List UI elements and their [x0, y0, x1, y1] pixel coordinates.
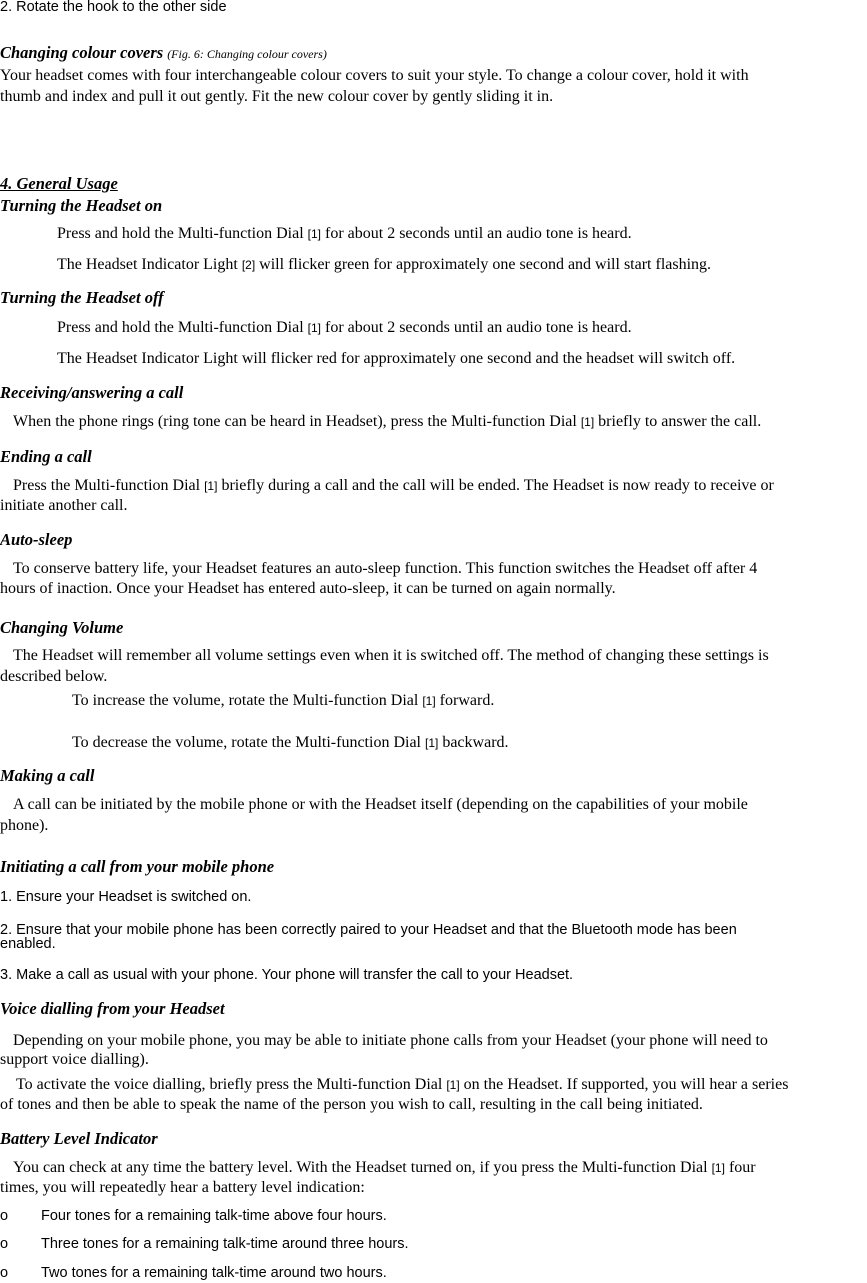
step-text: enabled. [0, 936, 56, 952]
paragraph-line [13, 476, 774, 496]
text-part: for about 2 seconds until an audio tone is heard. [320, 225, 632, 242]
text-part: To decrease the volume, rotate the Multi-function Dial [72, 734, 425, 751]
paragraph-line: described below. [0, 668, 108, 685]
text-part: briefly during a call and the call will be ended. The Headset is now ready to receive or [217, 477, 774, 494]
text-part: backward. [438, 734, 509, 751]
bullet-marker: o [0, 1236, 9, 1252]
paragraph-line: A call can be initiated by the mobile phone or with the Headset itself (depending on the capabilities of your mobile [13, 796, 748, 813]
text-part: To activate the voice dialling, briefly press the Multi-function Dial [16, 1076, 447, 1093]
text-part: briefly to answer the call. [594, 413, 762, 430]
text-part: forward. [435, 692, 495, 709]
paragraph-line [72, 691, 494, 711]
light-reference: [2] [241, 258, 256, 272]
paragraph-line [57, 255, 711, 275]
heading-initiating: Initiating a call from your mobile phone [0, 857, 275, 876]
text-part: To increase the volume, rotate the Multi-function Dial [72, 692, 423, 709]
section-title: 4. General Usage [0, 174, 118, 193]
paragraph-line [72, 733, 509, 753]
paragraph-line: Your headset comes with four interchangeable colour covers to suit your style. To change a colour cover, hold it with [0, 67, 749, 84]
paragraph-line: times, you will repeatedly hear a battery level indication: [0, 1179, 365, 1196]
paragraph-line [57, 224, 632, 244]
paragraph-line: initiate another call. [0, 497, 128, 514]
text-part: four [724, 1159, 756, 1176]
paragraph-line: phone). [0, 817, 49, 834]
text-part: The Headset Indicator Light [57, 256, 242, 273]
step-text: 3. Make a call as usual with your phone. Your phone will transfer the call to your Headset. [0, 967, 574, 983]
paragraph-line: of tones and then be able to speak the name of the person you wish to call, resulting in the call being initiated. [0, 1096, 703, 1113]
text-part: on the Headset. If supported, you will hear a series [459, 1076, 789, 1093]
text-part: When the phone rings (ring tone can be heard in Headset), press the Multi-function Dial [13, 413, 581, 430]
figure-caption: (Fig. 6: Changing colour covers) [167, 47, 327, 61]
step-text: 1. Ensure your Headset is switched on. [0, 889, 252, 905]
heading-autosleep: Auto-sleep [0, 530, 73, 549]
heading-volume: Changing Volume [0, 618, 124, 637]
paragraph-line: Depending on your mobile phone, you may be able to initiate phone calls from your Headset (your phone will need to [13, 1032, 768, 1049]
bullet-marker: o [0, 1208, 9, 1224]
text-part: Press and hold the Multi-function Dial [57, 225, 308, 242]
step-text: 2. Ensure that your mobile phone has been correctly paired to your Headset and that the Bluetooth mode has been [0, 922, 737, 938]
dial-reference: [1] [307, 321, 321, 335]
dial-reference: [1] [580, 415, 595, 429]
paragraph-line [13, 1158, 756, 1178]
dial-reference: [1] [446, 1078, 460, 1092]
paragraph-line: To conserve battery life, your Headset features an auto-sleep function. This function switches the Headset off after 4 [13, 560, 758, 577]
heading-battery: Battery Level Indicator [0, 1129, 158, 1148]
heading-voice: Voice dialling from your Headset [0, 999, 225, 1018]
heading-text: Changing colour covers [0, 43, 164, 62]
paragraph-line: The Headset will remember all volume settings even when it is switched off. The method of changing these settings is [13, 647, 769, 664]
paragraph-line: hours of inaction. Once your Headset has entered auto-sleep, it can be turned on again normally. [0, 580, 616, 597]
text-part: Press and hold the Multi-function Dial [57, 319, 308, 336]
heading-turn-off: Turning the Headset off [0, 288, 164, 307]
heading-making: Making a call [0, 766, 95, 785]
paragraph-line: thumb and index and pull it out gently. Fit the new colour cover by gently sliding it in. [0, 88, 554, 105]
dial-reference: [1] [204, 479, 218, 493]
paragraph-line [57, 318, 632, 338]
heading-ending: Ending a call [0, 447, 92, 466]
bullet-text: Three tones for a remaining talk-time around three hours. [41, 1236, 409, 1252]
dial-reference: [1] [424, 736, 439, 750]
heading-turn-on: Turning the Headset on [0, 196, 163, 215]
step-text: 2. Rotate the hook to the other side [0, 0, 227, 15]
covers-heading [0, 43, 327, 64]
paragraph-line [13, 412, 761, 432]
paragraph-line: support voice dialling). [0, 1051, 149, 1068]
dial-reference: [1] [711, 1161, 725, 1175]
bullet-text: Four tones for a remaining talk-time above four hours. [41, 1208, 387, 1224]
text-part: You can check at any time the battery level. With the Headset turned on, if you press the Multi-function Dial [13, 1159, 712, 1176]
text-part: will flicker green for approximately one second and will start flashing. [255, 256, 712, 273]
paragraph-line: The Headset Indicator Light will flicker red for approximately one second and the headset will switch off. [57, 350, 736, 367]
paragraph-line [16, 1075, 788, 1095]
bullet-text: Two tones for a remaining talk-time around two hours. [41, 1265, 387, 1281]
text-part: Press the Multi-function Dial [13, 477, 205, 494]
bullet-marker: o [0, 1265, 9, 1281]
text-part: for about 2 seconds until an audio tone is heard. [320, 319, 632, 336]
heading-receiving: Receiving/answering a call [0, 383, 184, 402]
dial-reference: [1] [307, 227, 321, 241]
dial-reference: [1] [422, 694, 436, 708]
